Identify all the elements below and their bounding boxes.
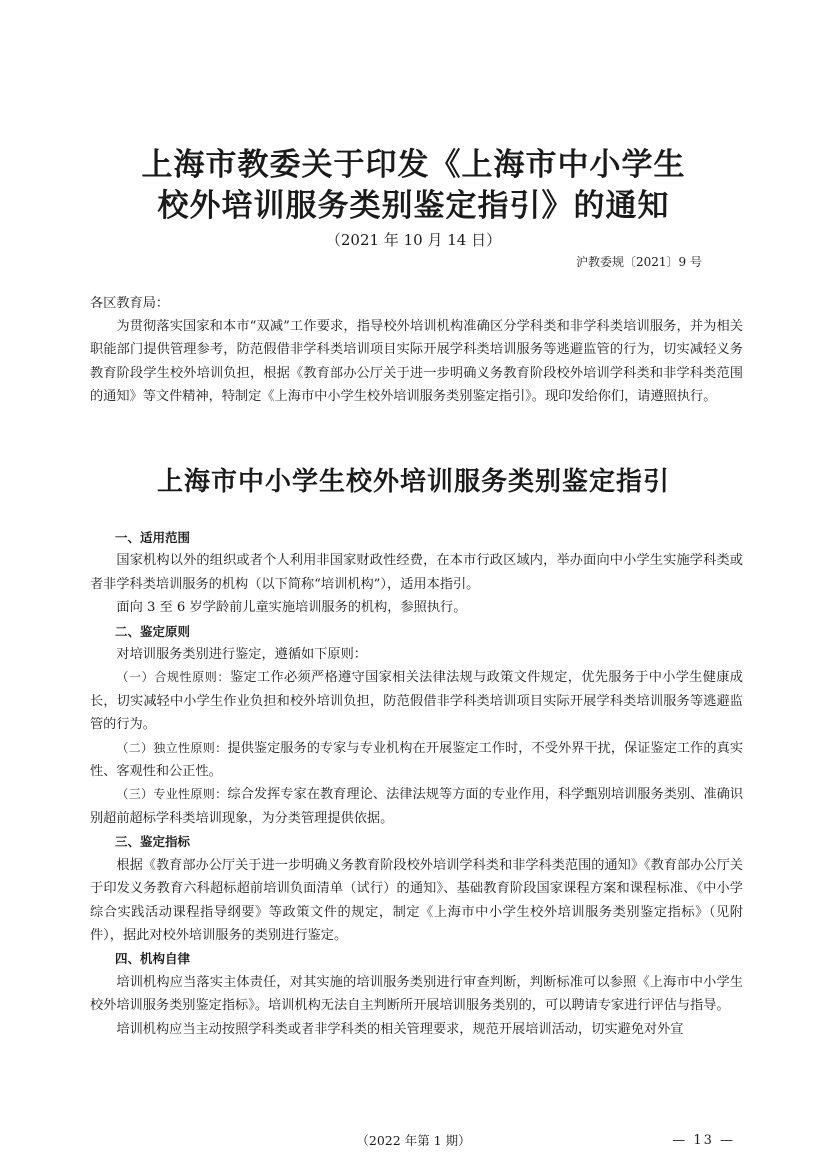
paragraph: 培训机构应当落实主体责任，对其实施的培训服务类别进行审查判断，判断标准可以参照《上海市中小学生校外培训服务类别鉴定指标》。培训机构无法自主判断所开展培训服务类别的，可以聘请专家进行评估与指导。 [90, 974, 743, 1014]
guide-title: 上海市中小学生校外培训服务类别鉴定指引 [156, 467, 670, 497]
issue-label: （2022 年第 1 期） [356, 1133, 471, 1148]
section-heading-scope: 一、适用范围 [115, 530, 191, 545]
principle-independence [90, 737, 743, 784]
principle-text: 综合发挥专家在教育理论、法律法规等方面的专业作用，科学甄别培训服务类别、准确识别超前超标学科类培训现象，为分类管理提供依据。 [90, 787, 744, 826]
principle-text: 提供鉴定服务的专家与专业机构在开展鉴定工作时，不受外界干扰，保证鉴定工作的真实性、客观性和公正性。 [90, 740, 744, 780]
paragraph: 面向 3 至 6 岁学龄前儿童实施培训服务的机构，参照执行。 [116, 600, 467, 616]
notice-title-line-1: 上海市教委关于印发《上海市中小学生 [141, 147, 686, 183]
paragraph: 对培训服务类别进行鉴定，遵循如下原则： [116, 647, 367, 663]
addressee [90, 292, 743, 315]
guide-body [90, 526, 743, 1041]
principle-name: （三）专业性原则： [116, 787, 228, 802]
paragraph: 国家机构以外的组织或者个人利用非国家财政性经费，在本市行政区域内，举办面向中小学生实施学科类或者非学科类培训服务的机构（以下简称“培训机构”），适用本指引。 [90, 553, 743, 592]
section-heading-indicators: 三、鉴定指标 [115, 834, 191, 850]
principle-name: （二）独立性原则： [116, 740, 228, 755]
notice-intro [90, 315, 743, 409]
principle-professionalism [90, 783, 743, 830]
notice-title-line-2: 校外培训服务类别鉴定指引》的通知 [157, 188, 670, 224]
principle-text: 鉴定工作必须严格遵守国家相关法律法规与政策文件规定，优先服务于中小学生健康成长，切实减轻中小学生作业负担和校外培训负担，防范假借非学科类培训项目实际开展学科类培训服务等逃避监管的行为。 [90, 670, 743, 733]
intro-paragraph: 为贯彻落实国家和本市“双减”工作要求，指导校外培训机构准确区分学科类和非学科类培训服务，并为相关职能部门提供管理参考，防范假借非学科类培训项目实际开展学科类培训服务等逃避监管的行为，切实减轻义务教育阶段学生校外培训负担，根据《教育部办公厅关于进一步明确义务教育阶段校外培训学科类和非学科类范围的通知》等文件精神，特制定《上海市中小学生校外培训服务类别鉴定指引》。现印发给你们，请遵照执行。 [90, 319, 743, 405]
paragraph: 根据《教育部办公厅关于进一步明确义务教育阶段校外培训学科类和非学科类范围的通知》《教育部办公厅关于印发义务教育六科超标超前培训负面清单（试行）的通知》、基础教育阶段国家课程方案和课程标准、《中小学综合实践活动课程指导纲要》等政策文件的规定，制定《上海市中小学生校外培训服务类别鉴定指标》（见附件），据此对校外培训服务的类别进行鉴定。 [90, 857, 743, 943]
page-number: — 13 — [672, 1133, 735, 1148]
document-number: 沪教委规〔2021〕9 号 [576, 255, 702, 269]
section-heading-self-discipline: 四、机构自律 [115, 951, 191, 967]
section-heading-principles: 二、鉴定原则 [115, 623, 191, 639]
principle-compliance [90, 666, 743, 736]
notice-date: （2021 年 10 月 14 日） [325, 231, 502, 249]
paragraph: 培训机构应当主动按照学科类或者非学科类的相关管理要求，规范开展培训活动，切实避免对外宣 [116, 1021, 684, 1037]
addressee-text: 各区教育局： [90, 296, 170, 311]
principle-name: （一）合规性原则： [116, 670, 230, 685]
